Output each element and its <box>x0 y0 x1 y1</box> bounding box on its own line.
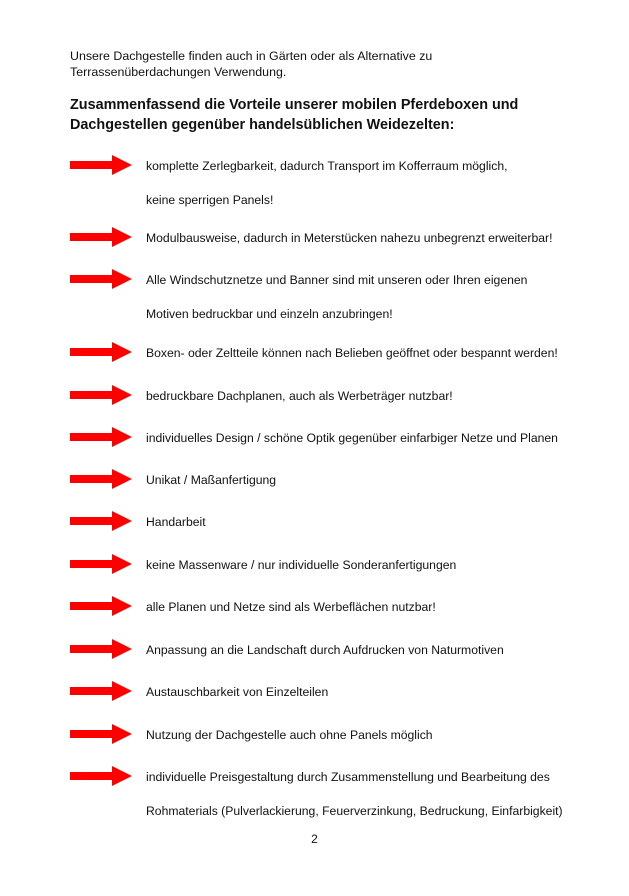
advantage-text: Unikat / Maßanfertigung <box>146 473 277 487</box>
advantages-heading: Zusammenfassend die Vorteile unserer mobilen Pferdeboxen und Dachgestellen gegenüber handelsüblichen Weidezelten: <box>70 97 519 133</box>
advantage-text: komplette Zerlegbarkeit, dadurch Transport im Kofferraum möglich, <box>146 159 508 173</box>
red-right-arrow-icon <box>70 268 132 290</box>
red-right-arrow-icon <box>70 226 132 248</box>
advantage-text: Rohmaterials (Pulverlackierung, Feuerverzinkung, Bedruckung, Einfarbigkeit) <box>146 804 563 818</box>
red-right-arrow-icon <box>70 510 132 532</box>
advantage-text: individuelles Design / schöne Optik gegenüber einfarbiger Netze und Planen <box>146 431 558 445</box>
red-right-arrow-icon <box>70 154 132 176</box>
advantage-text: Motiven bedruckbar und einzeln anzubringen! <box>146 307 393 321</box>
red-right-arrow-icon <box>70 595 132 617</box>
red-right-arrow-icon <box>70 384 132 406</box>
red-right-arrow-icon <box>70 680 132 702</box>
advantage-text: Boxen- oder Zeltteile können nach Belieben geöffnet oder bespannt werden! <box>146 346 558 360</box>
red-right-arrow-icon <box>70 723 132 745</box>
advantage-text: bedruckbare Dachplanen, auch als Werbeträger nutzbar! <box>146 389 453 403</box>
red-right-arrow-icon <box>70 553 132 575</box>
advantage-text: Nutzung der Dachgestelle auch ohne Panels möglich <box>146 728 433 742</box>
page-number: 2 <box>311 832 318 846</box>
advantage-text: Austauschbarkeit von Einzelteilen <box>146 685 329 699</box>
advantage-text: keine sperrigen Panels! <box>146 193 274 207</box>
red-right-arrow-icon <box>70 765 132 787</box>
advantage-text: Anpassung an die Landschaft durch Aufdrucken von Naturmotiven <box>146 643 504 657</box>
advantage-text: keine Massenware / nur individuelle Sonderanfertigungen <box>146 558 457 572</box>
advantage-text: individuelle Preisgestaltung durch Zusammenstellung und Bearbeitung des <box>146 770 550 784</box>
red-right-arrow-icon <box>70 341 132 363</box>
advantage-text: alle Planen und Netze sind als Werbeflächen nutzbar! <box>146 600 436 614</box>
advantage-text: Handarbeit <box>146 515 206 529</box>
advantage-text: Modulbausweise, dadurch in Meterstücken nahezu unbegrenzt erweiterbar! <box>146 231 553 245</box>
red-right-arrow-icon <box>70 468 132 490</box>
intro-paragraph: Unsere Dachgestelle finden auch in Gärten oder als Alternative zu Terrassenüberdachungen Verwendung. <box>70 49 433 79</box>
advantage-text: Alle Windschutznetze und Banner sind mit unseren oder Ihren eigenen <box>146 273 528 287</box>
red-right-arrow-icon <box>70 638 132 660</box>
red-right-arrow-icon <box>70 426 132 448</box>
